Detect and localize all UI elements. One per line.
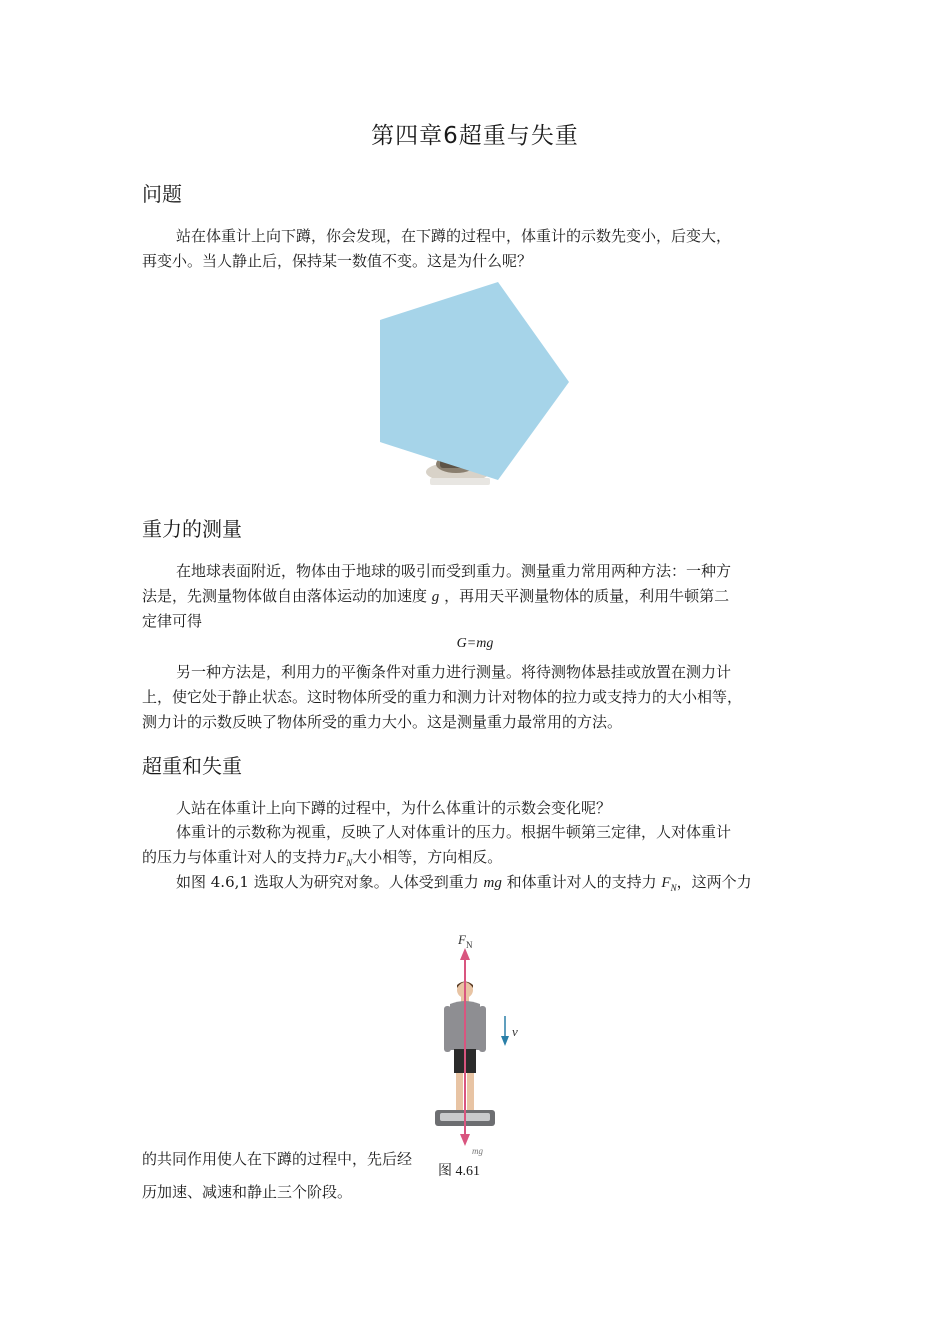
section-heading-measure: 重力的测量 xyxy=(142,517,242,541)
problem-paragraph-line-2: 再变小。当人静止后，保持某一数值不变。这是为什么呢？ xyxy=(142,252,533,270)
overweight-para2-line-2a: 的压力与体重计对人的支持力 xyxy=(142,848,338,866)
velocity-label: v xyxy=(512,1024,518,1039)
variable-g: g xyxy=(431,589,440,605)
problem-paragraph-line-1: 站在体重计上向下蹲，你会发现，在下蹲的过程中，体重计的示数先变小，后变大， xyxy=(176,227,732,245)
figure-caption: 图 4.61 xyxy=(438,1164,480,1179)
overweight-para3b: 和体重计对人的支持力 xyxy=(506,873,657,891)
variable-fn-2: $F_N$ xyxy=(661,875,677,893)
measure-para2-line-3: 测力计的示数反映了物体所受的重力大小。这是测量重力最常用的方法。 xyxy=(142,713,623,731)
measure-para1-line-3: 定律可得 xyxy=(142,612,203,630)
page-title: 第四章6超重与失重 xyxy=(371,123,579,149)
measure-para1-line-2a: 法是，先测量物体做自由落体运动的加速度 xyxy=(142,587,428,605)
blue-pentagon-shape xyxy=(380,282,569,480)
overweight-para3a: 如图 4.6,1 选取人为研究对象。人体受到重力 xyxy=(176,873,479,891)
overweight-para4-line-2: 历加速、减速和静止三个阶段。 xyxy=(142,1183,353,1201)
measure-para2-line-1: 另一种方法是，利用力的平衡条件对重力进行测量。将待测物体悬挂或放置在测力计 xyxy=(176,663,732,681)
overweight-para3 xyxy=(176,870,752,901)
velocity-arrow xyxy=(501,1016,509,1046)
section-heading-problem: 问题 xyxy=(142,182,182,206)
section-heading-overweight: 超重和失重 xyxy=(142,754,242,778)
gravity-equation: G=mg xyxy=(456,636,494,651)
overweight-para3c: ，这两个力 xyxy=(676,873,752,891)
measure-para1-line-1: 在地球表面附近，物体由于地球的吸引而受到重力。测量重力常用两种方法：一种方 xyxy=(176,562,732,580)
mg-force-label: mg xyxy=(472,1146,483,1156)
overweight-para4-line-1: 的共同作用使人在下蹲的过程中，先后经 xyxy=(142,1150,413,1168)
squat-photo-figure xyxy=(372,282,577,492)
overweight-para2-line-1: 体重计的示数称为视重，反映了人对体重计的压力。根据牛顿第三定律，人对体重计 xyxy=(176,823,732,841)
variable-fn: $F_N$ xyxy=(337,850,353,868)
overweight-para2-line-2b: 大小相等，方向相反。 xyxy=(352,848,503,866)
measure-para1-line-2b: ，再用天平测量物体的质量，利用牛顿第二 xyxy=(444,587,730,605)
fn-force-label: $F_N$ xyxy=(458,932,473,950)
overweight-para1: 人站在体重计上向下蹲的过程中，为什么体重计的示数会变化呢？ xyxy=(176,799,612,817)
person-on-scale-figure xyxy=(430,928,530,1156)
measure-para2-line-2: 上，使它处于静止状态。这时物体所受的重力和测力计对物体的拉力或支持力的大小相等， xyxy=(142,688,743,706)
variable-mg: mg xyxy=(483,875,502,891)
measure-para1-line-2 xyxy=(142,584,729,610)
